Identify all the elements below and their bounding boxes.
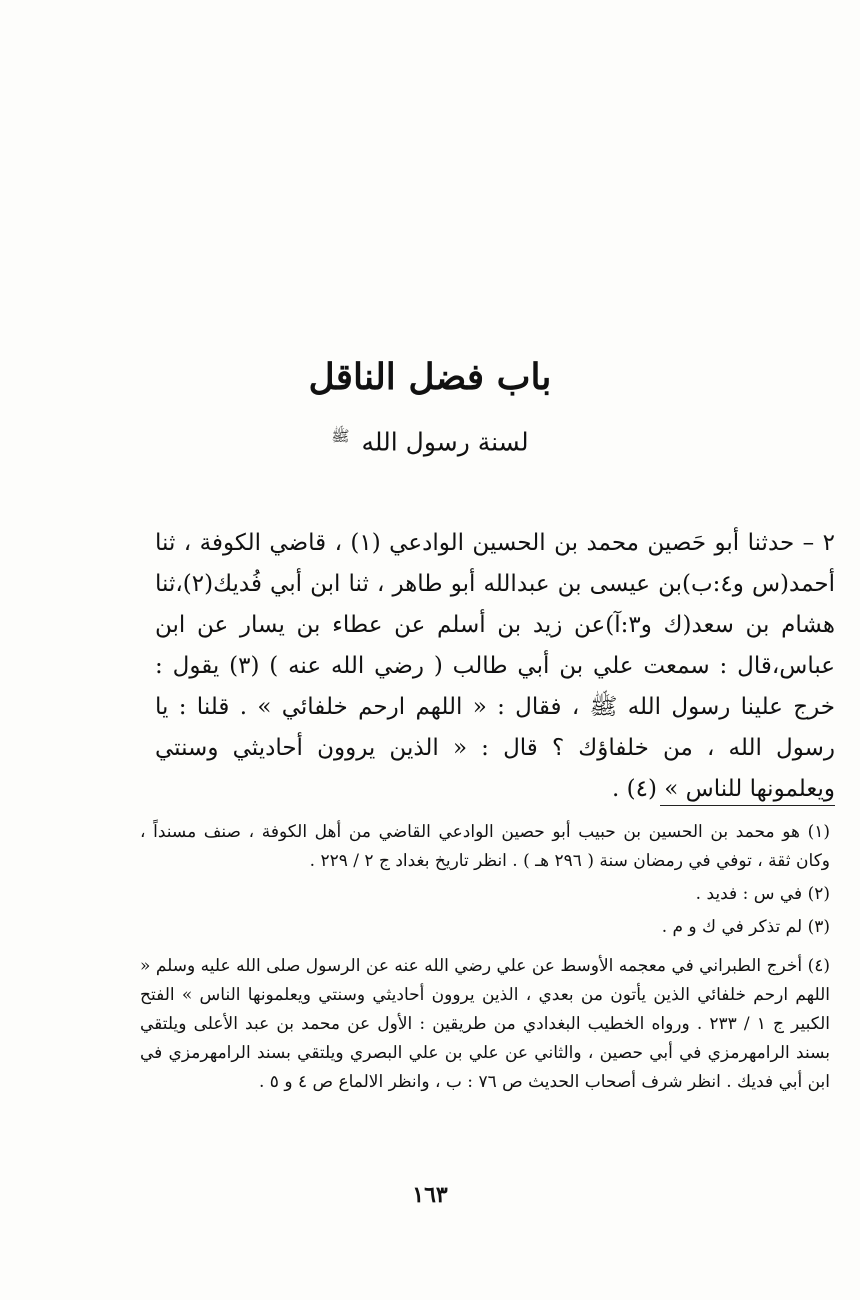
chapter-subtitle: [0, 418, 860, 460]
footnote-1: (١) هو محمد بن الحسين بن حبيب أبو حصين الوادعي القاضي من أهل الكوفة ، صنف مسنداً ، وكان ثقة ، توفي في رمضان سنة ( ٢٩٦ هـ ) . انظر تاريخ بغداد ج ٢ / ٢٢٩ .: [140, 822, 830, 871]
footnotes: [140, 818, 830, 1101]
hadith-paragraph: [155, 523, 835, 810]
honorific-ligature: ﷺ: [331, 427, 350, 445]
footnote-separator: [660, 805, 835, 806]
footnote-3: (٣) لم تذكر في ك و م .: [661, 917, 830, 937]
chapter-title: باب فضل الناقل: [308, 356, 552, 398]
page-number: ١٦٣: [412, 1182, 448, 1208]
footnote-4: (٤) أخرج الطبراني في معجمه الأوسط عن علي رضي الله عنه عن الرسول صلى الله عليه وسلم « اللهم ارحم خلفائي الذين يأتون من بعدي ، الذين يروون أحاديثي وسنتي ويعلمونها الناس » الفتح الكبير ج ١ / ٢٣٣ . ورواه الخطيب البغدادي من طريقين : الأول عن محمد بن عبد الأعلى ويلتقي بسند الرامهرمزي في أبي حصين ، والثاني عن علي بن علي البصري ويلتقي بسند الرامهرمزي في ابن أبي فديك . انظر شرف أصحاب الحديث ص ٧٦ : ب ، وانظر الالماع ص ٤ و ٥ .: [140, 956, 830, 1092]
hadith-text: ٢ – حدثنا أبو حَصين محمد بن الحسين الوادعي (١) ، قاضي الكوفة ، ثنا أحمد(س و٤:ب)بن عيسى بن عبدالله أبو طاهر ، ثنا ابن أبي فُديك(٢)،ثنا هشام بن سعد(ك و٣:آ)عن زيد بن أسلم عن عطاء بن يسار عن ابن عباس،قال : سمعت علي بن أبي طالب ( رضي الله عنه ) (٣) يقول : خرج علينا رسول الله ﷺ ، فقال : « اللهم ارحم خلفائي » . قلنا : يا رسول الله ، من خلفاؤك ؟ قال : « الذين يروون أحاديثي وسنتي ويعلمونها للناس » (٤) .: [155, 530, 835, 802]
footnote-2: (٢) في س : فديد .: [695, 884, 830, 904]
chapter-subtitle-text: لسنة رسول الله: [361, 427, 529, 457]
